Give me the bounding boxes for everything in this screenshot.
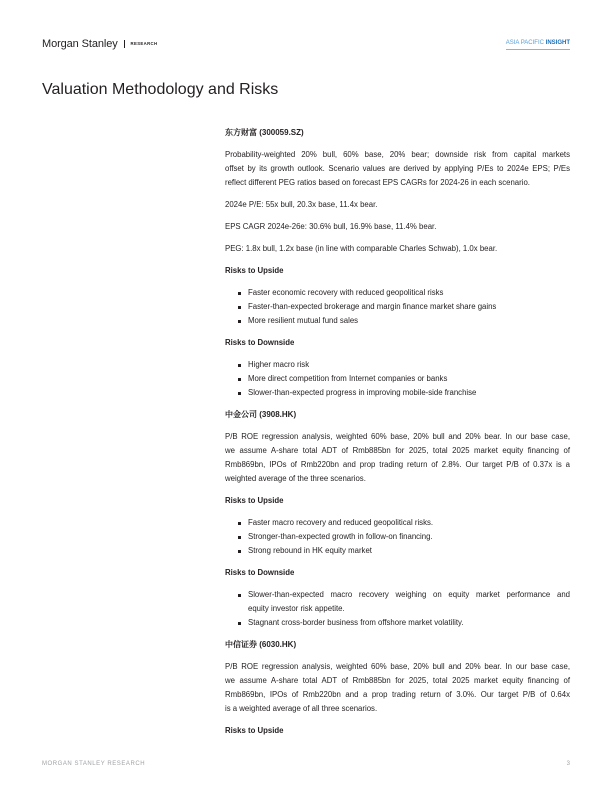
page-title: Valuation Methodology and Risks: [42, 81, 279, 98]
square-bullet-icon: [238, 378, 242, 382]
series-name: INSIGHT: [545, 40, 570, 46]
list-item: [225, 516, 570, 530]
text-line: is a weighted average of all three scenarios.: [225, 704, 378, 713]
list-item: [225, 286, 570, 300]
footer-publisher: MORGAN STANLEY RESEARCH: [42, 761, 146, 767]
square-bullet-icon: [238, 594, 242, 598]
methodology-paragraph: [225, 430, 570, 486]
risks-upside-heading: Risks to Upside: [225, 726, 284, 735]
list-item: [225, 544, 570, 558]
risks-downside-list: [225, 588, 570, 630]
text-line: Slower-than-expected progress in improving mobile-side franchise: [248, 388, 477, 397]
list-item: [225, 358, 570, 372]
list-item: [225, 588, 570, 616]
text-line: reflect different PEG ratios based on forecast EPS CAGRs for 2024-26 in each scenario.: [225, 178, 530, 187]
risks-upside-list: [225, 516, 570, 558]
text-line: 2024e P/E: 55x bull, 20.3x base, 11.4x bear.: [225, 200, 378, 209]
risks-downside-list: [225, 358, 570, 400]
text-line: PEG: 1.8x bull, 1.2x base (in line with comparable Charles Schwab), 1.0x bear.: [225, 244, 498, 253]
list-item: [225, 372, 570, 386]
text-line: Faster macro recovery and reduced geopolitical risks.: [248, 518, 434, 527]
text-line: Faster economic recovery with reduced geopolitical risks: [248, 288, 444, 297]
square-bullet-icon: [238, 522, 242, 526]
methodology-paragraph: [225, 148, 570, 190]
text-line: P/B ROE regression analysis, weighted 60% base, 20% bull and 20% bear. In our base case,: [225, 662, 570, 671]
text-line: More direct competition from Internet companies or banks: [248, 374, 448, 383]
text-line: Faster-than-expected brokerage and margin finance market share gains: [248, 302, 497, 311]
square-bullet-icon: [238, 292, 242, 296]
text-line: equity investor risk appetite.: [248, 604, 345, 613]
company-heading: 中金公司 (3908.HK): [225, 410, 297, 419]
list-item: [225, 386, 570, 400]
company-section-6030: [225, 638, 570, 738]
text-line: Higher macro risk: [248, 360, 310, 369]
text-line: P/B ROE regression analysis, weighted 60% base, 20% bull and 20% bear. In our base case,: [225, 432, 570, 441]
risks-downside-heading: Risks to Downside: [225, 338, 295, 347]
square-bullet-icon: [238, 306, 242, 310]
series-region: ASIA PACIFIC: [505, 40, 544, 46]
list-item: [225, 530, 570, 544]
text-line: More resilient mutual fund sales: [248, 316, 359, 325]
list-item: [225, 300, 570, 314]
company-heading: 中信证券 (6030.HK): [225, 640, 297, 649]
text-line: we assume A-share total ADT of Rmb885bn for 2025, total 2025 market equity financing of: [225, 676, 570, 685]
content-column: [225, 126, 570, 746]
text-line: Strong rebound in HK equity market: [248, 546, 372, 555]
risks-downside-heading: Risks to Downside: [225, 568, 295, 577]
square-bullet-icon: [238, 622, 242, 626]
risks-upside-heading: Risks to Upside: [225, 496, 284, 505]
text-line: offset by its growth outlook. Scenario values are derived by applying P/Es to 2024e EPS; P/Es: [225, 164, 570, 173]
text-line: Rmb869bn, IPOs of Rmb220bn and a prop trading return of 3.0%. Our target P/B of 0.64x: [225, 690, 570, 699]
methodology-paragraph: [225, 660, 570, 716]
brand-divider: [124, 40, 125, 49]
text-line: Rmb869bn, IPOs of Rmb220bn and prop trading return of 2.8%. Our target P/B of 0.37x is a: [225, 460, 570, 469]
square-bullet-icon: [238, 536, 242, 540]
series-label: [506, 39, 570, 50]
text-line: EPS CAGR 2024e-26e: 30.6% bull, 16.9% base, 11.4% bear.: [225, 222, 437, 231]
brand-name: Morgan Stanley: [42, 38, 118, 50]
list-item: [225, 314, 570, 328]
section-label: RESEARCH: [130, 41, 158, 46]
square-bullet-icon: [238, 364, 242, 368]
text-line: Probability-weighted 20% bull, 60% base, 20% bear; downside risk from capital markets: [225, 150, 570, 159]
square-bullet-icon: [238, 320, 242, 324]
text-line: we assume A-share total ADT of Rmb885bn for 2025, total 2025 market equity financing of: [225, 446, 570, 455]
company-section-3908: [225, 408, 570, 630]
page-number: 3: [566, 761, 570, 767]
pe-paragraph: [225, 198, 570, 212]
list-item: [225, 616, 570, 630]
eps-cagr-paragraph: [225, 220, 570, 234]
text-line: Stagnant cross-border business from offshore market volatility.: [248, 618, 464, 627]
company-heading: 东方财富 (300059.SZ): [225, 128, 304, 137]
text-line: Stronger-than-expected growth in follow-on financing.: [248, 532, 433, 541]
text-line: weighted average of the three scenarios.: [225, 474, 366, 483]
risks-upside-list: [225, 286, 570, 328]
brand-header: [42, 37, 157, 51]
company-section-300059: [225, 126, 570, 400]
square-bullet-icon: [238, 550, 242, 554]
peg-paragraph: [225, 242, 570, 256]
square-bullet-icon: [238, 392, 242, 396]
text-line: Slower-than-expected macro recovery weighing on equity market performance and: [248, 590, 570, 599]
risks-upside-heading: Risks to Upside: [225, 266, 284, 275]
